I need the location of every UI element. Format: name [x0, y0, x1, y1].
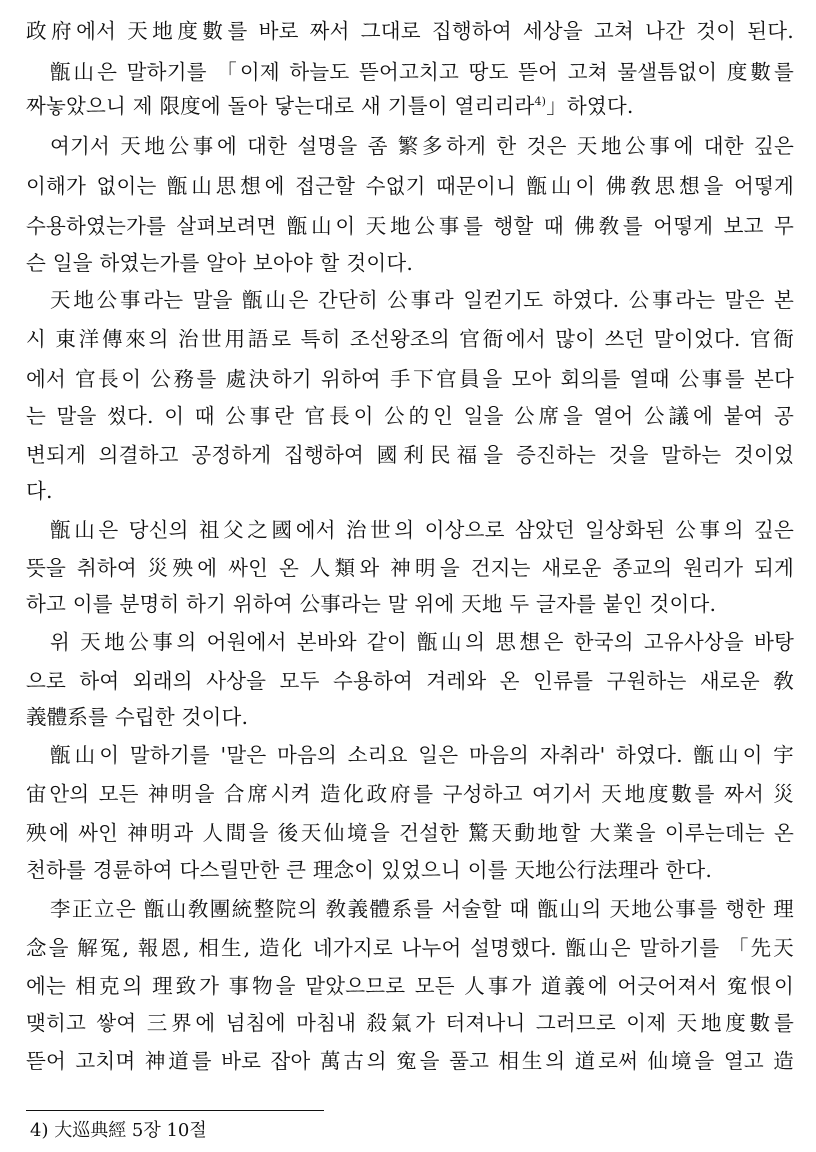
- body-line-25: 念을 解冤, 報恩, 相生, 造化 네가지로 나누어 설명했다. 甑山은 말하기를 「先天: [26, 936, 794, 960]
- body-line-13: 다.: [26, 479, 53, 503]
- body-line-15: 뜻을 취하여 災殃에 싸인 온 人類와 神明을 건지는 새로운 종교의 원리가 되게: [26, 556, 794, 580]
- body-line-27: 맺히고 쌓여 三界에 넘침에 마침내 殺氣가 터져나니 그러므로 이제 天地度數를: [26, 1011, 794, 1035]
- body-line-9: 시 東洋傳來의 治世用語로 특히 조선왕조의 官衙에서 많이 쓰던 말이었다. 官衙: [26, 327, 794, 351]
- footnote-reference: 4): [534, 95, 547, 108]
- body-line-20: 甑山이 말하기를 '말은 마음의 소리요 일은 마음의 자취라' 하였다. 甑山이 宇: [50, 743, 794, 767]
- body-line-18: 으로 하여 외래의 사상을 모두 수용하여 겨레와 온 인류를 구원하는 새로운 敎: [26, 669, 794, 693]
- body-line-12: 변되게 의결하고 공정하게 집행하여 國利民福을 증진하는 것을 말하는 것이었: [26, 443, 794, 467]
- body-line-26: 에는 相克의 理致가 事物을 맡았으므로 모든 人事가 道義에 어긋어져서 寃恨이: [26, 974, 794, 998]
- body-line-7: 슨 일을 하였는가를 알아 보아야 할 것이다.: [26, 251, 414, 275]
- footnote: 4) 大巡典經 5장 10절: [30, 1120, 207, 1141]
- body-line-3-tail: 」하였다.: [546, 94, 634, 118]
- body-line-23: 천하를 경륜하여 다스릴만한 큰 理念이 있었으니 이를 天地公行法理라 한다.: [26, 858, 713, 882]
- body-line-24: 李正立은 甑山敎團統整院의 敎義體系를 서술할 때 甑山의 天地公事를 행한 理: [50, 897, 794, 921]
- body-line-2: 甑山은 말하기를 「이제 하늘도 뜯어고치고 땅도 뜯어 고쳐 물샐틈없이 度數를: [50, 60, 794, 84]
- body-line-5: 이해가 없이는 甑山思想에 접근할 수없기 때문이니 甑山이 佛敎思想을 어떻게: [26, 174, 794, 198]
- body-line-22: 殃에 싸인 神明과 人間을 後天仙境을 건설한 驚天動地할 大業을 이루는데는 온: [26, 821, 794, 845]
- body-line-19: 義體系를 수립한 것이다.: [26, 705, 249, 729]
- body-line-4: 여기서 天地公事에 대한 설명을 좀 繁多하게 한 것은 天地公事에 대한 깊은: [50, 134, 794, 158]
- body-line-16: 하고 이를 분명히 하기 위하여 公事라는 말 위에 天地 두 글자를 붙인 것이다.: [26, 592, 717, 616]
- body-line-28: 뜯어 고치며 神道를 바로 잡아 萬古의 寃을 풀고 相生의 道로써 仙境을 열고 造: [26, 1049, 794, 1073]
- body-line-17: 위 天地公事의 어원에서 본바와 같이 甑山의 思想은 한국의 고유사상을 바탕: [50, 630, 794, 654]
- body-line-3: [26, 91, 794, 121]
- footnote-divider: [26, 1110, 324, 1111]
- body-line-1: 政府에서 天地度數를 바로 짜서 그대로 집행하여 세상을 고쳐 나간 것이 된다.: [26, 19, 794, 43]
- body-line-11: 는 말을 썼다. 이 때 公事란 官長이 公的인 일을 公席을 열어 公議에 붙여 공: [26, 404, 794, 428]
- body-line-21: 宙안의 모든 神明을 合席시켜 造化政府를 구성하고 여기서 天地度數를 짜서 災: [26, 782, 794, 806]
- body-line-14: 甑山은 당신의 祖父之國에서 治世의 이상으로 삼았던 일상화된 公事의 깊은: [50, 518, 794, 542]
- body-line-8: 天地公事라는 말을 甑山은 간단히 公事라 일컫기도 하였다. 公事라는 말은 본: [50, 288, 794, 312]
- body-line-10: 에서 官長이 公務를 處決하기 위하여 手下官員을 모아 회의를 열때 公事를 본다: [26, 367, 794, 391]
- body-line-3-text: 짜놓았으니 제 限度에 돌아 닿는대로 새 기틀이 열리리라: [26, 94, 535, 118]
- body-line-6: 수용하였는가를 살펴보려면 甑山이 天地公事를 행할 때 佛敎를 어떻게 보고 무: [26, 214, 794, 238]
